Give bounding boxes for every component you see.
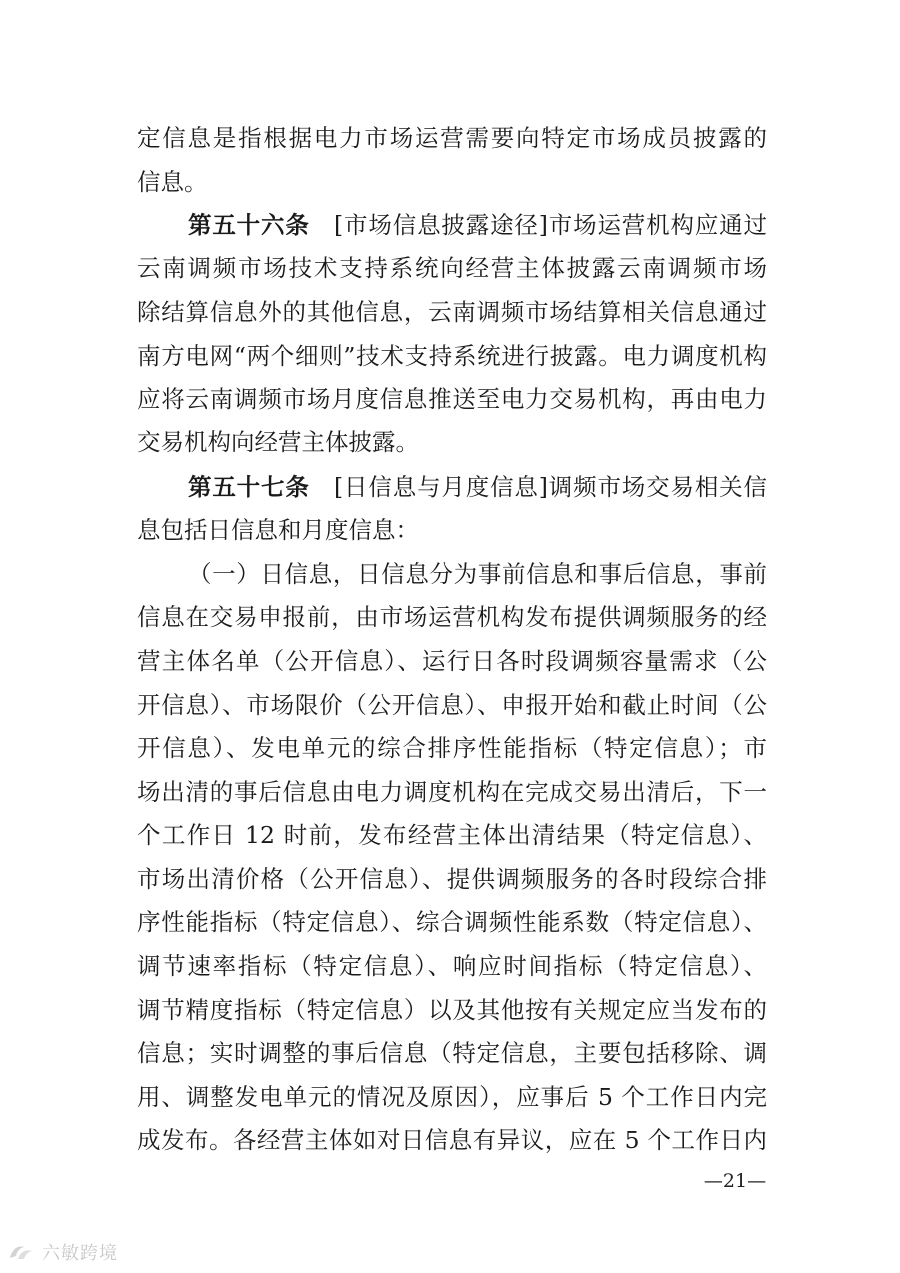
page-number: —21— xyxy=(703,1170,767,1192)
article-56-label: 第五十六条 xyxy=(188,211,310,239)
text-line: 序性能指标（特定信息）、综合调频性能系数（特定信息）、 xyxy=(137,908,767,936)
text-line: 调节精度指标（特定信息）以及其他按有关规定应当发布的 xyxy=(137,996,767,1024)
text-line: 云南调频市场技术支持系统向经营主体披露云南调频市场 xyxy=(137,254,767,282)
text-line: （一）日信息，日信息分为事前信息和事后信息，事前 xyxy=(188,560,767,588)
text-line: 市场出清价格（公开信息）、提供调频服务的各时段综合排 xyxy=(137,865,767,893)
logo-mark-icon xyxy=(6,1241,36,1263)
text-line: 用、调整发电单元的情况及原因），应事后 5 个工作日内完 xyxy=(137,1083,767,1111)
article-56-text: [市场信息披露途径]市场运营机构应通过 xyxy=(309,211,767,239)
text-line: 交易机构向经营主体披露。 xyxy=(137,428,419,456)
text-line: 场出清的事后信息由电力调度机构在完成交易出清后，下一 xyxy=(137,778,767,806)
text-line: 开信息）、市场限价（公开信息）、申报开始和截止时间（公 xyxy=(137,691,767,719)
text-line: 定信息是指根据电力市场运营需要向特定市场成员披露的 xyxy=(137,124,767,152)
text-line: 信息；实时调整的事后信息（特定信息，主要包括移除、调 xyxy=(137,1039,767,1067)
text-line: 息包括日信息和月度信息： xyxy=(137,516,419,544)
text-line: 营主体名单（公开信息）、运行日各时段调频容量需求（公 xyxy=(137,647,767,675)
text-line: 南方电网“两个细则”技术支持系统进行披露。电力调度机构 xyxy=(137,342,767,370)
watermark xyxy=(6,1238,118,1266)
article-57-text: [日信息与月度信息]调频市场交易相关信 xyxy=(309,473,767,501)
text-line: 信息。 xyxy=(137,168,208,196)
text-line: 信息在交易申报前，由市场运营机构发布提供调频服务的经 xyxy=(137,603,767,631)
article-57-heading-line xyxy=(188,465,767,509)
text-line: 开信息）、发电单元的综合排序性能指标（特定信息）；市 xyxy=(137,734,767,762)
watermark-text: 六敏跨境 xyxy=(42,1243,118,1264)
text-line: 除结算信息外的其他信息，云南调频市场结算相关信息通过 xyxy=(137,298,767,326)
text-line: 成发布。各经营主体如对日信息有异议，应在 5 个工作日内 xyxy=(137,1126,767,1154)
text-line: 调节速率指标（特定信息）、响应时间指标（特定信息）、 xyxy=(137,952,767,980)
text-line: 个工作日 12 时前，发布经营主体出清结果（特定信息）、 xyxy=(137,821,767,849)
article-57-label: 第五十七条 xyxy=(188,473,310,501)
text-line: 应将云南调频市场月度信息推送至电力交易机构，再由电力 xyxy=(137,385,767,413)
article-56-heading-line xyxy=(188,203,767,247)
